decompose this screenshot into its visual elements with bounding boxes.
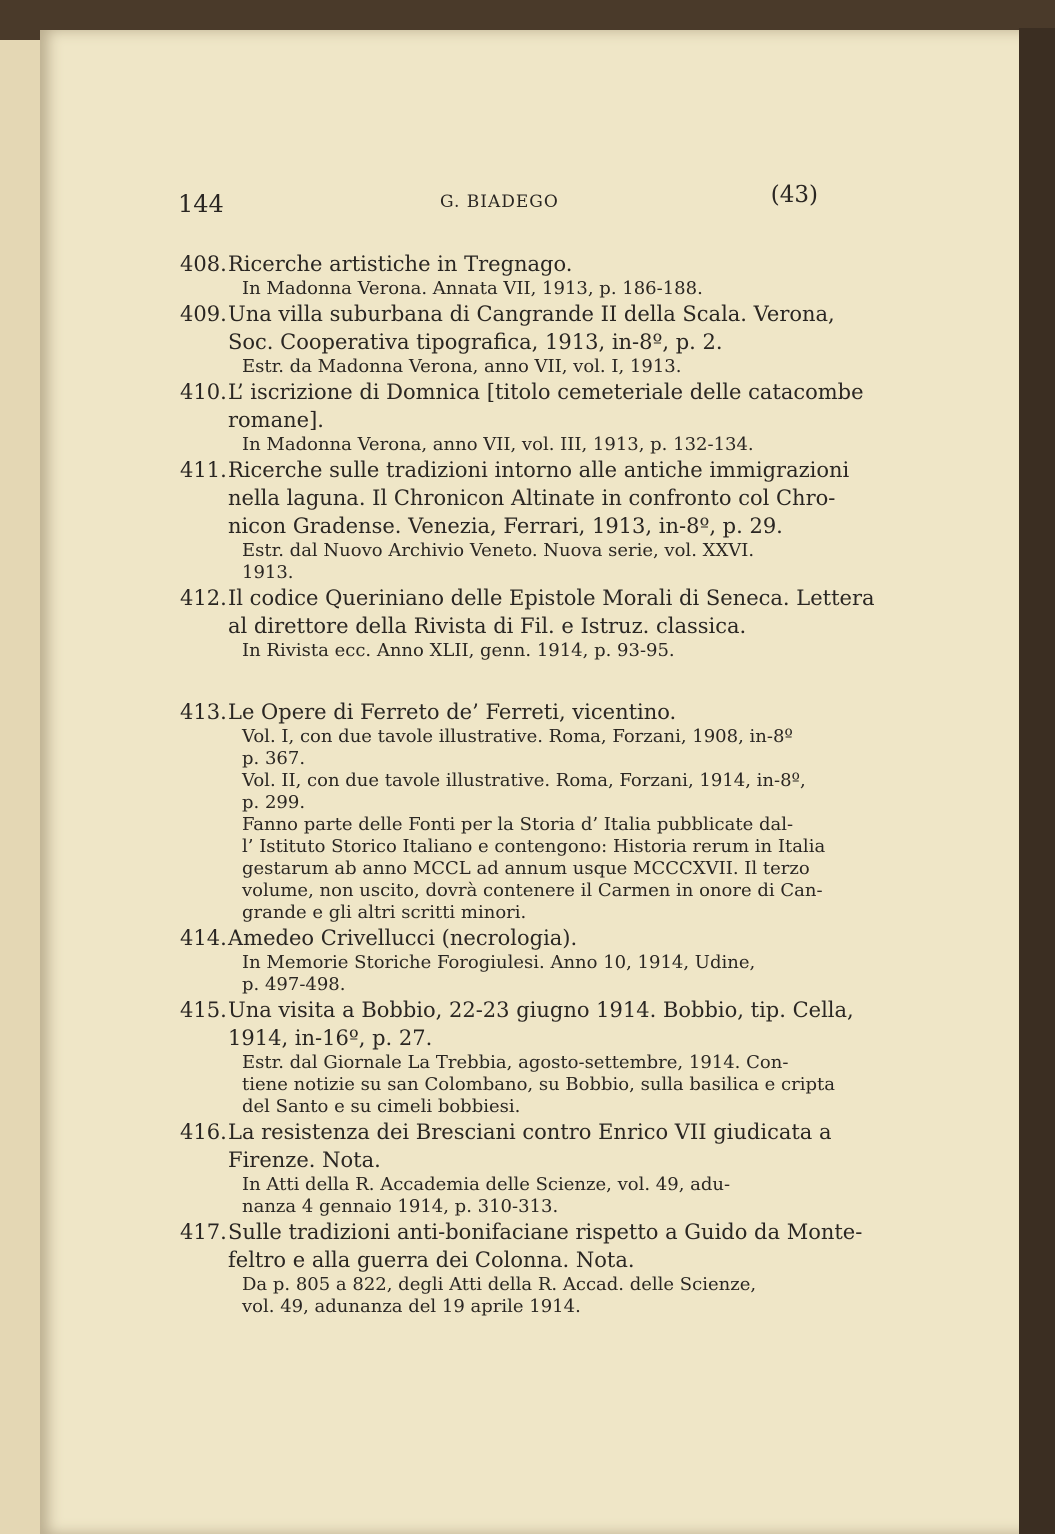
entry-title: Le Opere di Ferreto de’ Ferreti, vicentino. (228, 700, 677, 724)
entry-detail-line: Estr. dal Nuovo Archivio Veneto. Nuova serie, vol. XXVI. (242, 540, 755, 561)
entry-title: Ricerche artistiche in Tregnago. (228, 252, 573, 276)
entry-title-line (180, 924, 820, 952)
entry-title-continuation: al direttore della Rivista di Fil. e Istruz. classica. (228, 614, 747, 638)
entry-number: 417. (180, 1220, 227, 1244)
entry-detail-line: volume, non uscito, dovrà contenere il Carmen in onore di Can- (242, 880, 823, 901)
entry-detail-line: In Atti della R. Accademia delle Scienze, vol. 49, adu- (242, 1174, 731, 1195)
bibliography-entry (180, 698, 826, 924)
entry-title-line (180, 584, 875, 612)
entry-detail-line: Da p. 805 a 822, degli Atti della R. Accad. delle Scienze, (242, 1274, 757, 1295)
entry-title: L’ iscrizione di Domnica [titolo cemeteriale delle catacombe (228, 380, 864, 404)
entry-detail-line: Estr. da Madonna Verona, anno VII, vol. I, 1913. (242, 356, 682, 377)
bibliography-entry (180, 1218, 863, 1318)
entry-title-continuation: nella laguna. Il Chronicon Altinate in confronto col Chro- (228, 486, 836, 510)
bibliography-entry (180, 584, 875, 662)
entry-title-continuation: nicon Gradense. Venezia, Ferrari, 1913, in-8º, p. 29. (228, 514, 783, 538)
entry-title: Una villa suburbana di Cangrande II della Scala. Verona, (228, 302, 835, 326)
entry-detail-line: In Madonna Verona, anno VII, vol. III, 1913, p. 132-134. (242, 434, 754, 455)
bibliography-entry (180, 456, 850, 584)
entry-detail-line: 1913. (242, 562, 294, 583)
entry-detail-line: gestarum ab anno MCCL ad annum usque MCCCXVII. Il terzo (242, 858, 810, 879)
entry-title-line (180, 250, 820, 278)
entry-title-continuation: romane]. (228, 408, 324, 432)
entry-detail-line: del Santo e su cimeli bobbiesi. (242, 1096, 521, 1117)
entry-number: 411. (180, 458, 227, 482)
entry-detail-line: In Memorie Storiche Forogiulesi. Anno 10, 1914, Udine, (242, 952, 756, 973)
entry-title-line (180, 456, 850, 484)
entry-title-line (180, 378, 864, 406)
entry-detail-line: vol. 49, adunanza del 19 aprile 1914. (242, 1296, 581, 1317)
entry-title-line (180, 698, 820, 726)
entry-number: 409. (180, 302, 227, 326)
running-header (178, 182, 818, 222)
entry-title-line (180, 1218, 863, 1246)
entry-detail-line: p. 367. (242, 748, 306, 769)
scan-border (1019, 28, 1055, 1534)
entry-detail-line: Fanno parte delle Fonti per la Storia d’ Italia pubblicate dal- (242, 814, 794, 835)
page-number: 144 (178, 190, 224, 218)
entry-detail-line: grande e gli altri scritti minori. (242, 902, 527, 923)
bibliography-entry (180, 996, 854, 1118)
bibliography-list (180, 250, 875, 1318)
entry-title-line (180, 996, 854, 1024)
entry-number: 415. (180, 998, 227, 1022)
entry-title-line (180, 1118, 832, 1146)
entry-title: Una visita a Bobbio, 22-23 giugno 1914. Bobbio, tip. Cella, (228, 998, 854, 1022)
running-author: G. BIADEGO (440, 192, 559, 212)
bibliography-entry (180, 378, 864, 456)
entry-title-line (180, 300, 835, 328)
entry-detail-line: Vol. II, con due tavole illustrative. Roma, Forzani, 1914, in-8º, (242, 770, 806, 791)
entry-title-continuation: Soc. Cooperativa tipografica, 1913, in-8º, p. 2. (228, 330, 723, 354)
entry-detail-line: tiene notizie su san Colombano, su Bobbio, sulla basilica e cripta (242, 1074, 835, 1095)
entry-number: 412. (180, 586, 227, 610)
entry-number: 414. (180, 926, 227, 950)
entry-title: Sulle tradizioni anti-bonifaciane rispetto a Guido da Monte- (228, 1220, 863, 1244)
entry-title-continuation: Firenze. Nota. (228, 1148, 381, 1172)
entry-detail-line: l’ Istituto Storico Italiano e contengono: Historia rerum in Italia (242, 836, 826, 857)
entry-detail-line: Vol. I, con due tavole illustrative. Roma, Forzani, 1908, in-8º (242, 726, 793, 747)
entry-detail-line: p. 497-498. (242, 974, 346, 995)
entry-title: Amedeo Crivellucci (necrologia). (228, 926, 578, 950)
entry-detail-line: Estr. dal Giornale La Trebbia, agosto-settembre, 1914. Con- (242, 1052, 789, 1073)
entry-detail-line: nanza 4 gennaio 1914, p. 310-313. (242, 1196, 559, 1217)
entry-detail-line: p. 299. (242, 792, 306, 813)
entry-title-continuation: feltro e alla guerra dei Colonna. Nota. (228, 1248, 635, 1272)
entry-title: La resistenza dei Bresciani contro Enrico VII giudicata a (228, 1120, 832, 1144)
bibliography-entry (180, 1118, 832, 1218)
bibliography-entry (180, 250, 820, 300)
bibliography-entry (180, 924, 820, 996)
section-number: (43) (770, 182, 818, 208)
entry-detail-line: In Madonna Verona. Annata VII, 1913, p. 186-188. (242, 278, 703, 299)
entry-number: 413. (180, 700, 227, 724)
entry-title: Ricerche sulle tradizioni intorno alle antiche immigrazioni (228, 458, 850, 482)
entry-detail-line: In Rivista ecc. Anno XLII, genn. 1914, p. 93-95. (242, 640, 675, 661)
entry-number: 416. (180, 1120, 227, 1144)
bibliography-entry (180, 300, 835, 378)
entry-number: 410. (180, 380, 227, 404)
entry-title: Il codice Queriniano delle Epistole Morali di Seneca. Lettera (228, 586, 875, 610)
entry-title-continuation: 1914, in-16º, p. 27. (228, 1026, 433, 1050)
entry-number: 408. (180, 252, 227, 276)
